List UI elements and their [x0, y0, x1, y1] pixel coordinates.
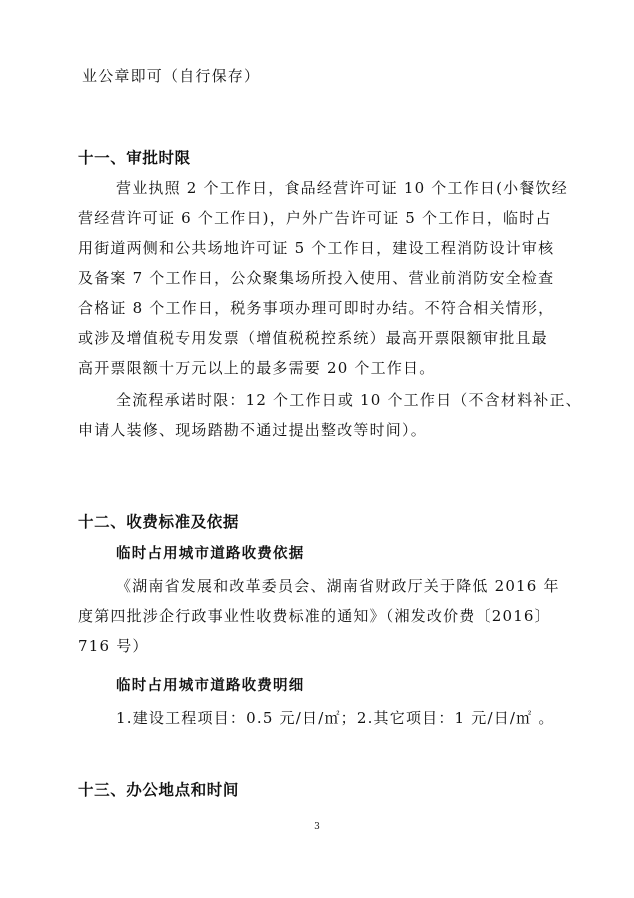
section-12-subheading-basis: 临时占用城市道路收费依据 — [116, 546, 305, 562]
section-12-basis-line: 《湖南省发展和改革委员会、湖南省财政厅关于降低 2016 年 — [116, 577, 560, 595]
section-11-para1-line: 高开票限额十万元以上的最多需要 20 个工作日。 — [78, 359, 436, 377]
section-12-heading: 十二、收费标准及依据 — [78, 513, 240, 531]
section-11-para1-line: 营业执照 2 个工作日，食品经营许可证 10 个工作日(小餐饮经 — [116, 179, 568, 197]
section-11-para1-line: 或涉及增值税专用发票（增值税税控系统）最高开票限额审批且最 — [78, 329, 548, 347]
section-11-para1-line: 用街道两侧和公共场地许可证 5 个工作日，建设工程消防设计审核 — [78, 239, 555, 257]
section-11-para2-line: 全流程承诺时限：12 个工作日或 10 个工作日（不含材料补正、 — [116, 391, 582, 409]
section-11-para1-line: 营经营许可证 6 个工作日)，户外广告许可证 5 个工作日，临时占 — [78, 209, 552, 227]
section-12-subheading-detail: 临时占用城市道路收费明细 — [116, 678, 305, 694]
section-11-para2-line: 申请人装修、现场踏勘不通过提出整改等时间）。 — [78, 421, 427, 439]
section-11-heading: 十一、审批时限 — [78, 149, 191, 167]
section-11-para1-line: 及备案 7 个工作日，公众聚集场所投入使用、营业前消防安全检查 — [78, 269, 555, 287]
section-11-para1-line: 合格证 8 个工作日，税务事项办理可即时办结。不符合相关情形， — [78, 299, 555, 317]
section-12-basis-line: 度第四批涉企行政事业性收费标准的通知》（湘发改价费〔2016〕 — [78, 607, 551, 625]
section-13-heading: 十三、办公地点和时间 — [78, 781, 240, 799]
page-number: 3 — [314, 822, 320, 832]
section-12-detail-line: 1.建设工程项目：0.5 元/日/㎡；2.其它项目：1 元/日/㎡ 。 — [116, 709, 555, 727]
continued-text-line: 业公章即可（自行保存） — [82, 67, 261, 85]
section-12-basis-line: 716 号） — [78, 637, 149, 655]
